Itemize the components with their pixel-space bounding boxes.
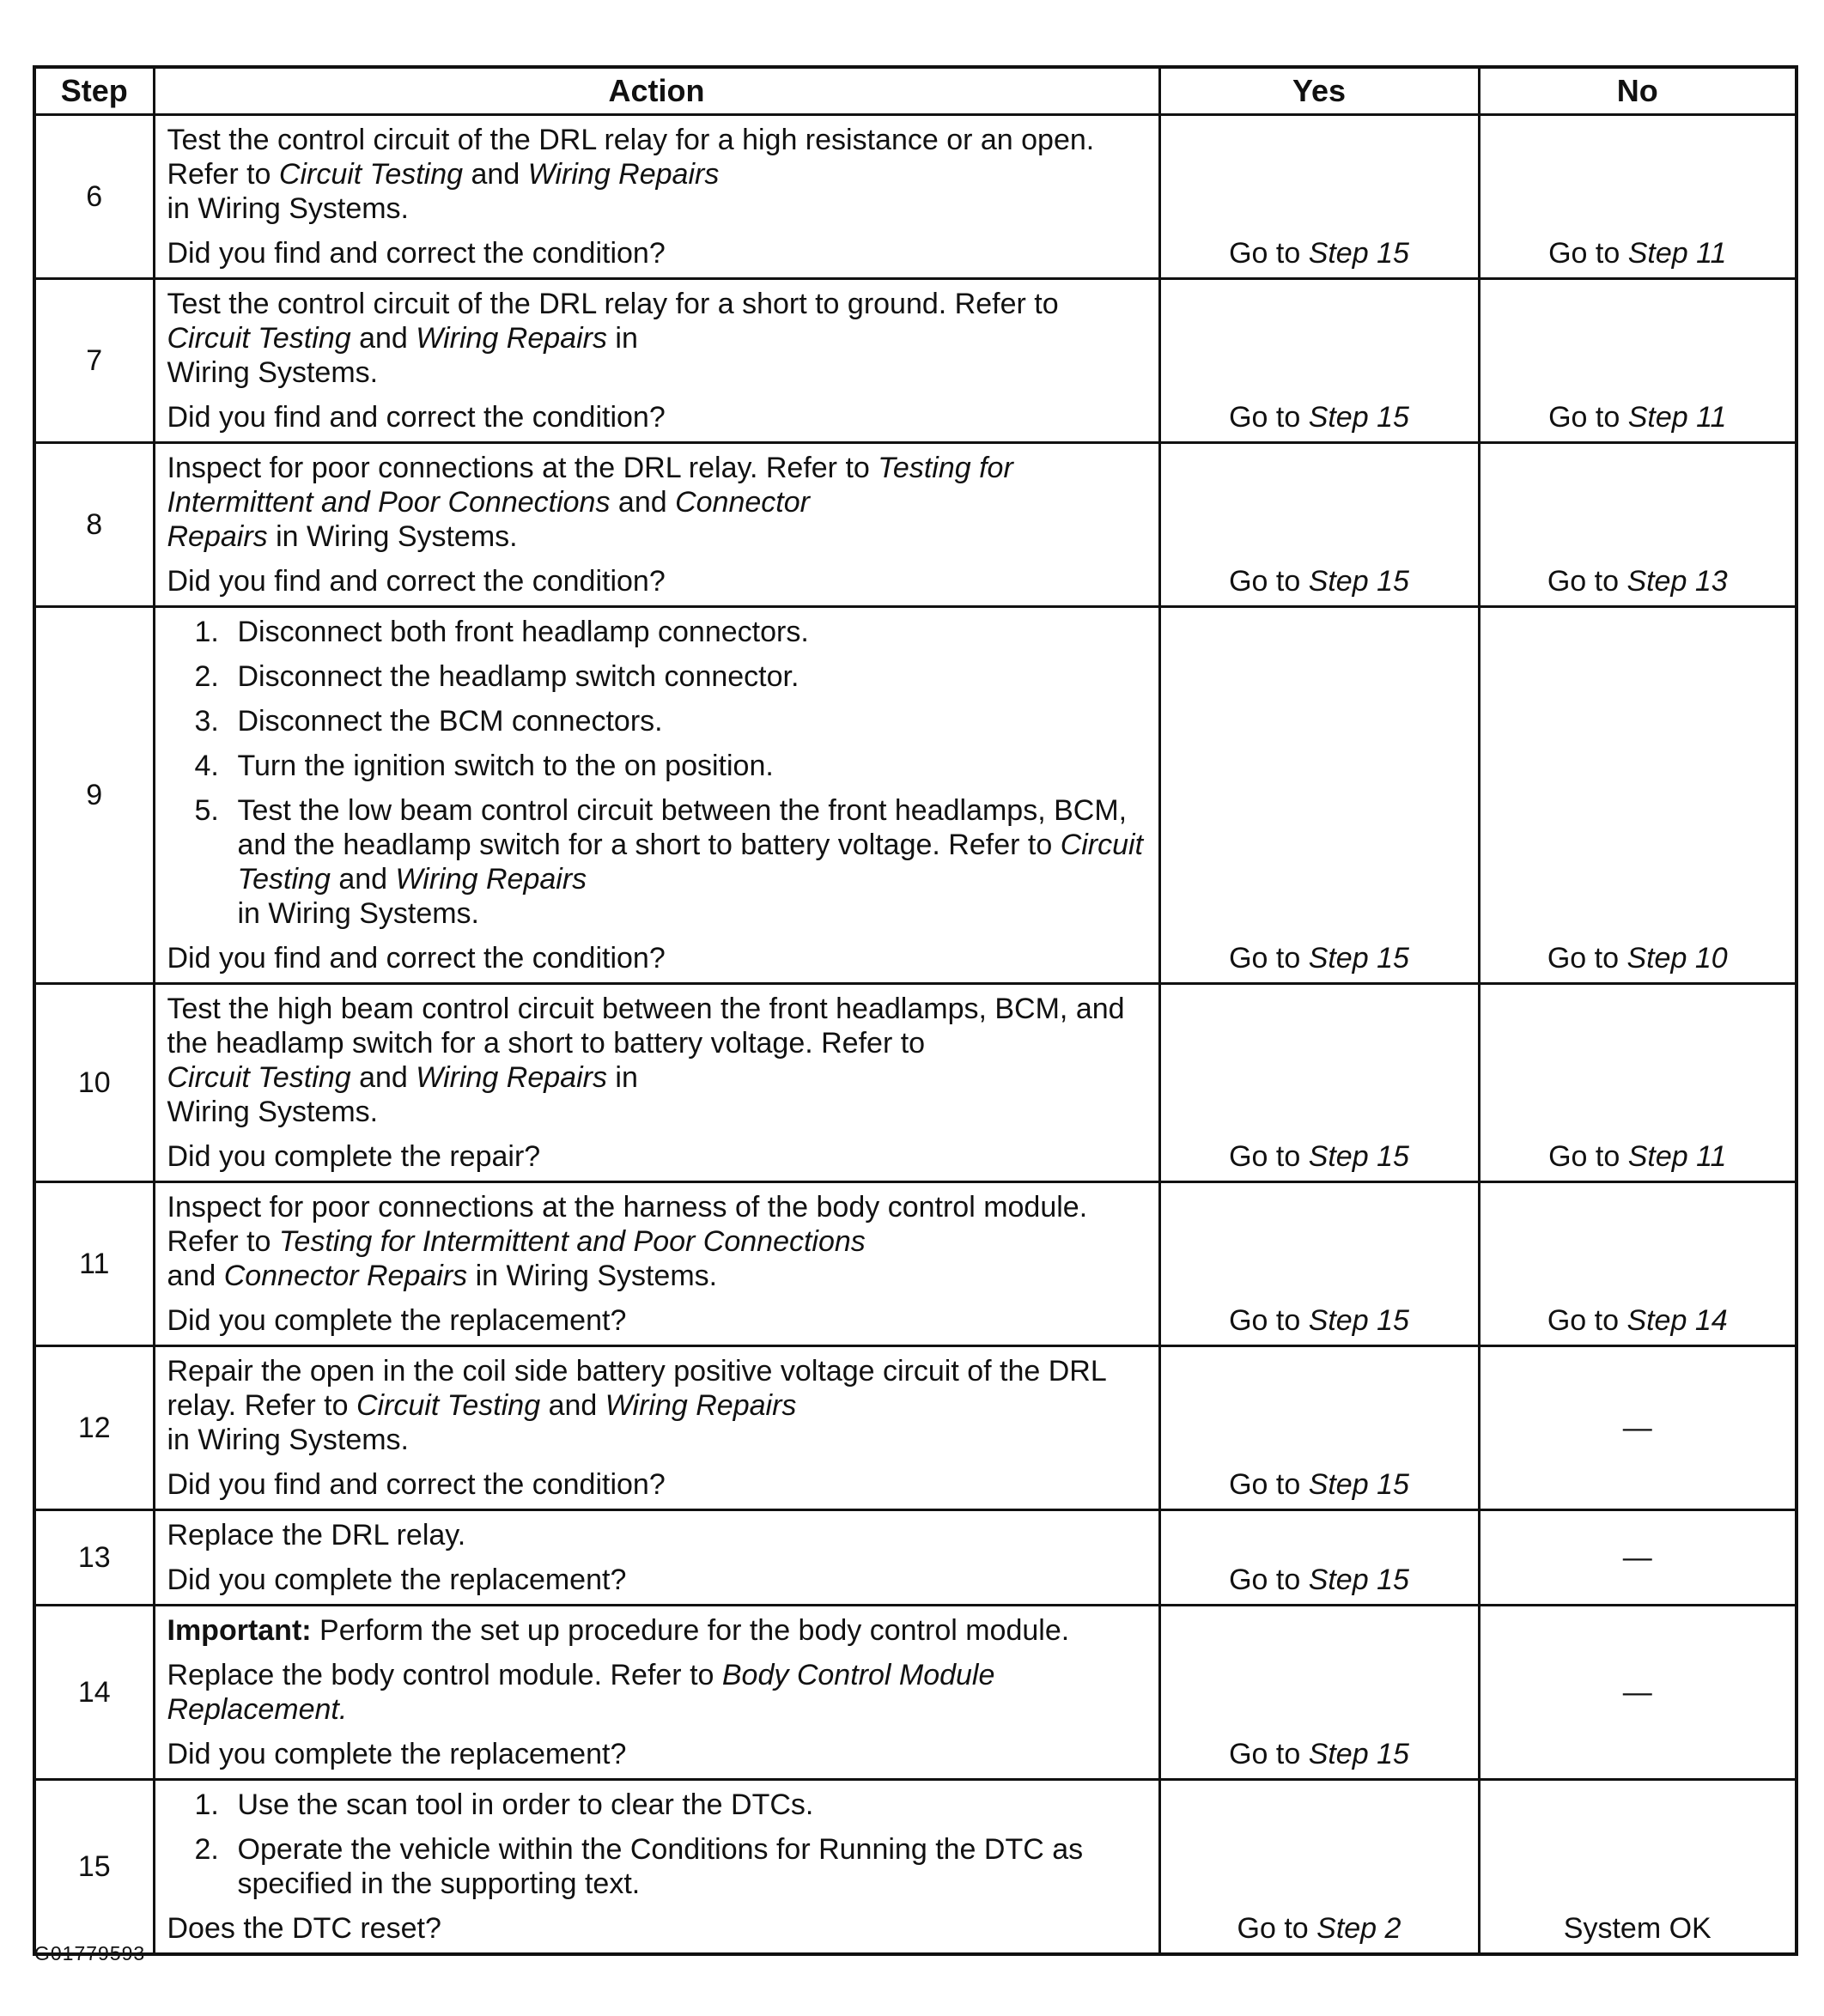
yes-step-ref: Step 15 [1308, 237, 1409, 270]
header-action: Action [154, 67, 1159, 115]
action-question: Did you complete the repair? [167, 1140, 541, 1173]
list-item: 2. Disconnect the headlamp switch connector. [194, 660, 800, 693]
yes-cell: Go to Step 15 [1159, 115, 1479, 279]
reference-link: Connector [675, 486, 810, 519]
reference-link: Wiring Repairs [605, 1389, 797, 1422]
yes-step-ref: Step 15 [1308, 1738, 1409, 1770]
step-number: 11 [34, 1182, 154, 1346]
list-item: 1. Use the scan tool in order to clear the DTCs. [194, 1788, 814, 1821]
no-step-ref: Step 11 [1627, 1140, 1727, 1173]
list-item: 1. Disconnect both front headlamp connectors. [194, 616, 809, 648]
no-step-ref: Step 14 [1626, 1304, 1728, 1337]
yes-step-ref: Step 2 [1316, 1912, 1401, 1945]
important-label: Important: [167, 1614, 312, 1647]
no-step-ref: Step 11 [1627, 401, 1727, 434]
action-cell [154, 443, 1159, 607]
step-number: 6 [34, 115, 154, 279]
action-cell [154, 607, 1159, 984]
yes-cell: Go to Step 15 [1159, 1182, 1479, 1346]
step-number: 15 [34, 1780, 154, 1955]
step-number: 7 [34, 279, 154, 443]
action-cell [154, 1606, 1159, 1780]
no-step-ref: Step 13 [1626, 565, 1728, 598]
reference-link: Wiring Repairs [527, 158, 720, 191]
reference-link: Connector Repairs [223, 1260, 468, 1292]
action-question: Did you find and correct the condition? [167, 565, 666, 598]
reference-link: Circuit Testing [167, 1061, 351, 1094]
table-row [34, 115, 1797, 279]
no-cell: System OK [1479, 1780, 1797, 1955]
list-item: 2. Operate the vehicle within the Conditions for Running the DTC as specified in the supporting text. [194, 1833, 1084, 1900]
action-question: Did you find and correct the condition? [167, 942, 666, 975]
yes-step-ref: Step 15 [1308, 1564, 1409, 1596]
no-cell: Go to Step 11 [1479, 279, 1797, 443]
reference-link: Circuit Testing [167, 322, 351, 355]
reference-link: Testing for Intermittent and Poor Connections [167, 452, 1013, 519]
table-row [34, 1346, 1797, 1510]
no-cell: Go to Step 13 [1479, 443, 1797, 607]
diagnostic-table [33, 65, 1798, 1956]
action-text: Test the control circuit of the DRL relay for a short to ground. Refer to Circuit Testing and Wiring Repairs in Wiring Systems. [167, 288, 1059, 389]
figure-id: G01779593 [34, 1942, 146, 1964]
table-row [34, 443, 1797, 607]
action-question: Did you find and correct the condition? [167, 401, 666, 434]
action-cell [154, 1346, 1159, 1510]
list-item: 5. Test the low beam control circuit between the front headlamps, BCM, and the headlamp switch for a short to battery voltage. Refer to Circuit Testing and Wiring Repairs in Wiring Systems. [194, 794, 1144, 930]
reference-link: Testing for Intermittent and Poor Connections [278, 1225, 866, 1258]
header-no: No [1479, 67, 1797, 115]
yes-step-ref: Step 15 [1308, 1140, 1409, 1173]
substep-list [167, 615, 1148, 931]
important-note: Important: Perform the set up procedure for the body control module. [167, 1614, 1070, 1647]
action-text: Repair the open in the coil side battery positive voltage circuit of the DRL relay. Refer to Circuit Testing and Wiring Repairs in Wiring Systems. [167, 1355, 1106, 1456]
yes-step-ref: Step 15 [1308, 1468, 1409, 1501]
table-row [34, 1606, 1797, 1780]
table-row [34, 607, 1797, 984]
substep-list [167, 1788, 1148, 1901]
table-row [34, 984, 1797, 1182]
reference-link: Circuit Testing [356, 1389, 541, 1422]
reference-link: Body Control Module Replacement. [167, 1659, 995, 1726]
action-cell [154, 279, 1159, 443]
no-cell: Go to Step 14 [1479, 1182, 1797, 1346]
yes-cell: Go to Step 15 [1159, 279, 1479, 443]
no-step-ref: Step 10 [1626, 942, 1728, 975]
action-text: Test the high beam control circuit between the front headlamps, BCM, and the headlamp switch for a short to battery voltage. Refer to Circuit Testing and Wiring Repairs in Wiring Systems. [167, 993, 1125, 1128]
header-row [34, 67, 1797, 115]
no-cell: Go to Step 11 [1479, 115, 1797, 279]
reference-link: Repairs [167, 520, 268, 553]
table-row [34, 279, 1797, 443]
reference-link: Wiring Repairs [416, 322, 607, 355]
step-number: 12 [34, 1346, 154, 1510]
reference-link: Circuit Testing [237, 829, 1144, 896]
table-row [34, 1510, 1797, 1606]
header-yes: Yes [1159, 67, 1479, 115]
action-text: Test the control circuit of the DRL relay for a high resistance or an open. Refer to Circuit Testing and Wiring Repairs in Wiring Systems. [167, 124, 1095, 225]
step-number: 14 [34, 1606, 154, 1780]
no-step-ref: Step 11 [1627, 237, 1727, 270]
action-cell [154, 1510, 1159, 1606]
reference-link: Wiring Repairs [395, 863, 587, 896]
action-cell [154, 1182, 1159, 1346]
no-cell: — [1479, 1606, 1797, 1780]
action-question: Did you find and correct the condition? [167, 237, 666, 270]
yes-step-ref: Step 15 [1308, 401, 1409, 434]
step-number: 8 [34, 443, 154, 607]
yes-cell: Go to Step 15 [1159, 1606, 1479, 1780]
action-text: Inspect for poor connections at the harness of the body control module. Refer to Testing for Intermittent and Poor Connections and Connector Repairs in Wiring Systems. [167, 1191, 1088, 1292]
step-number: 10 [34, 984, 154, 1182]
action-cell [154, 115, 1159, 279]
table-row [34, 1182, 1797, 1346]
yes-step-ref: Step 15 [1308, 942, 1409, 975]
action-cell [154, 984, 1159, 1182]
action-question: Did you complete the replacement? [167, 1304, 627, 1337]
yes-cell: Go to Step 15 [1159, 984, 1479, 1182]
yes-step-ref: Step 15 [1308, 565, 1409, 598]
step-number: 9 [34, 607, 154, 984]
list-item: 3. Disconnect the BCM connectors. [194, 705, 663, 738]
yes-cell: Go to Step 15 [1159, 1510, 1479, 1606]
yes-step-ref: Step 15 [1308, 1304, 1409, 1337]
no-cell: — [1479, 1510, 1797, 1606]
action-question: Did you complete the replacement? [167, 1564, 627, 1596]
yes-cell: Go to Step 2 [1159, 1780, 1479, 1955]
action-question: Did you complete the replacement? [167, 1738, 627, 1770]
reference-link: Circuit Testing [278, 158, 464, 191]
yes-cell: Go to Step 15 [1159, 1346, 1479, 1510]
reference-link: Wiring Repairs [416, 1061, 607, 1094]
yes-cell: Go to Step 15 [1159, 443, 1479, 607]
no-cell: Go to Step 11 [1479, 984, 1797, 1182]
yes-cell: Go to Step 15 [1159, 607, 1479, 984]
list-item: 4. Turn the ignition switch to the on position. [194, 750, 774, 782]
action-question: Did you find and correct the condition? [167, 1468, 666, 1501]
no-cell: Go to Step 10 [1479, 607, 1797, 984]
action-text: Replace the DRL relay. [167, 1519, 466, 1551]
table-row [34, 1780, 1797, 1955]
action-text: Replace the body control module. Refer to Body Control Module Replacement. [167, 1659, 995, 1726]
no-cell: — [1479, 1346, 1797, 1510]
step-number: 13 [34, 1510, 154, 1606]
action-cell [154, 1780, 1159, 1955]
action-text: Inspect for poor connections at the DRL relay. Refer to Testing for Intermittent and Poor Connections and Connector Repairs in Wiring Systems. [167, 452, 1013, 553]
header-step: Step [34, 67, 154, 115]
action-question: Does the DTC reset? [167, 1912, 441, 1945]
